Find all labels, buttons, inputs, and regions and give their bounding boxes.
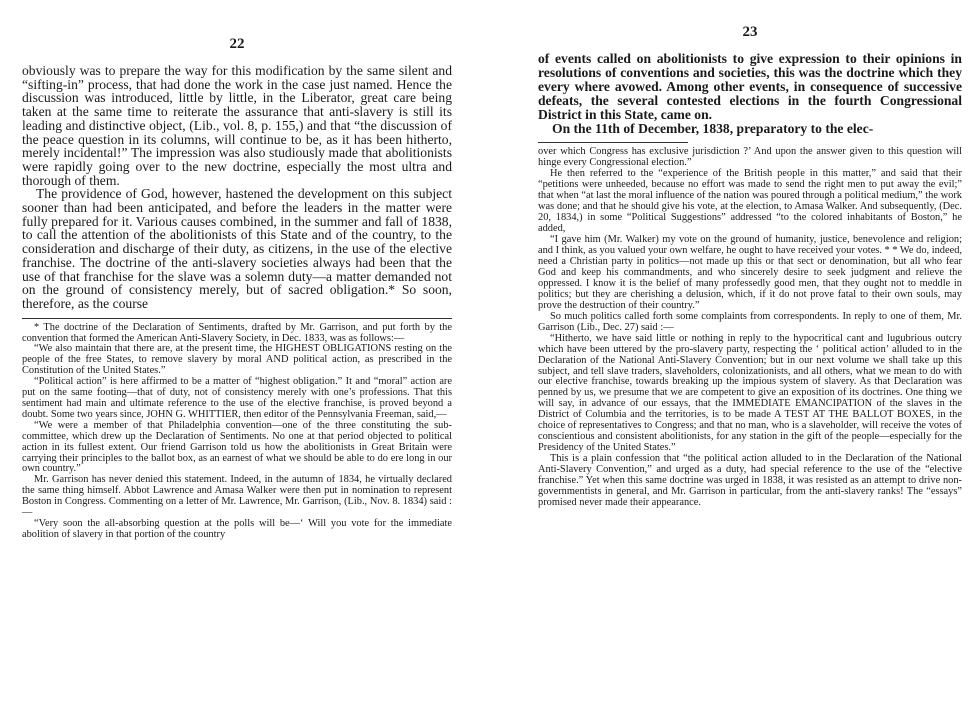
footnote-paragraph: This is a plain confession that “the political action alluded to in the Declaration of the National Anti-Slavery Convention,” and urged as a duty, had special reference to the use of the “elective franchise.” Yet when this same doctrine was urged in 1838, it was resisted as an attempt to drive non-governmentists in general, and Mr. Garrison in particular, from the anti-slavery ranks! The “essays” promised never made their appearance. <box>538 453 962 508</box>
left-main-text <box>22 64 452 311</box>
right-page <box>538 0 962 702</box>
footnote-paragraph: “We were a member of that Philadelphia convention—one of the three constituting the sub-committee, which drew up the Declaration of Sentiments. No one at that period objected to political action in its fullest extent. Our friend Garrison told us how the abolitionists in Great Britain were carrying their principles to the ballot box, as an earnest of what we should be able to do ere long in our own country.” <box>22 419 452 475</box>
paragraph: On the 11th of December, 1838, preparatory to the elec- <box>552 120 874 136</box>
footnote-paragraph: So much politics called forth some complaints from correspondents. In reply to one of them, Mr. Garrison (Lib., Dec. 27) said :— <box>538 310 962 333</box>
footnote-paragraph: over which Congress has exclusive jurisdiction ?’ And upon the answer given to this question will hinge every Congressional election.” <box>538 146 962 169</box>
page-number-right: 23 <box>742 24 758 40</box>
right-main-text <box>538 52 962 135</box>
right-footnote-continued <box>538 147 962 508</box>
left-page <box>22 0 452 702</box>
footnote-paragraph: * The doctrine of the Declaration of Sentiments, drafted by Mr. Garrison, and put forth by the convention that formed the American Anti-Slavery Society, in Dec. 1833, was as follows:— <box>22 321 452 344</box>
footnote-paragraph: He then referred to the “experience of the British people in this matter,” and said that their “petitions were unheeded, because no effort was made to send the right men to put away the evil;” that when “at last the moral influence of the nation was poured through a political medium,” the work was done; and that he should give his vote, at the election, to Amasa Walker. And subsequently, (Dec. 20, 1834,) in some “Political Suggestions” addressed “to the colored inhabitants of Boston,” he added, <box>538 168 962 235</box>
page-number-left: 22 <box>229 36 245 52</box>
footnote-paragraph: “I gave him (Mr. Walker) my vote on the ground of humanity, justice, benevolence and religion; and I think, as you valued your own welfare, he ought to have received your votes. * * We do, indeed, need a Christian party in politics—not made up this or that sect or denomination, but all who fear God and keep his commandments, and who sincerely desire to seek judgment and relieve the oppressed. I know it is the belief of many professedly good men, that they ought not to meddle in politics; but they are cherishing a delusion, which, if it do not prove fatal to their own souls, may prove the destruction of their country.” <box>538 234 962 311</box>
footnote-paragraph: “Hitherto, we have said little or nothing in reply to the hypocritical cant and lugubrious outcry which have been uttered by the pro-slavery party, respecting the ‘ political action’ alluded to in the Declaration of the National Anti-Slavery Convention; but in our next volume we shall take up this subject, and tell slave traders, slaveholders, colonizationists, and all others, what we mean to do with our elective franchise, towards breaking up the impious system of slavery. As that Declaration was penned by us, we presume that we are competent to give an exposition of its doctrines. One thing we will say, in advance of our essays, that the IMMEDIATE EMANCIPATION of the slaves in the District of Columbia and the territories, is to be made A TEST AT THE BALLOT BOXES, in the choice of representatives to Congress; and that no man, who is a slaveholder, will receive the votes of conscientious and consistent abolitionists, for any station in the gift of the people—especially for the Presidency of the United States.” <box>538 332 962 454</box>
footnote-paragraph: “Very soon the all-absorbing question at the polls will be—‘ Will you vote for the immediate abolition of slavery in that portion of the country <box>22 517 452 540</box>
left-footnote <box>22 323 452 541</box>
footnote-paragraph: Mr. Garrison has never denied this statement. Indeed, in the autumn of 1834, he virtually declared the same thing himself. Abbot Lawrence and Amasa Walker were then put in nomination to represent Boston in Congress. Commenting on a letter of Mr. Lawrence, Mr. Garrison, (Lib., Nov. 8. 1834) said :— <box>22 474 452 519</box>
paragraph: The providence of God, however, hastened the development on this subject sooner than had been anticipated, and before the leaders in the matter were fully prepared for it. Various causes combined, in the summer and fall of 1838, to call the attention of the abolitionists of this State and of the country, to the consideration and discharge of their duty, as citizens, in the use of the elective franchise. The doctrine of the anti-slavery societies always had been that the use of that franchise for the slave was a solemn duty—a matter demanded not on the ground of consistency merely, but of sacred obligation.* So soon, therefore, as the course <box>22 186 452 311</box>
paragraph: obviously was to prepare the way for this modification by the same silent and “sifting-in” process, that had done the work in the case just named. Hence the discussion was introduced, little by little, in the Liberator, great care being taken at the same time to reiterate the assurance that anti-slavery is still its leading and distinctive object, (Lib., vol. 8, p. 155,) and that “the discussion of the peace question in its columns, will continue to be, as it has been hitherto, merely incidental!” The impression was also studiously made that abolitionists were rapidly going over to the new doctrine, especially the most ultra and thorough of them. <box>22 63 452 188</box>
footnote-paragraph: “We also maintain that there are, at the present time, the HIGHEST OBLIGATIONS resting on the people of the free States, to remove slavery by moral AND political action, as prescribed in the Constitution of the United States.” <box>22 343 452 377</box>
footnote-divider <box>538 142 688 143</box>
paragraph: of events called on abolitionists to give expression to their opinions in resolutions of conventions and societies, this was the doctrine which they every where avowed. Among other events, in consequence of successive defeats, the several contested elections in the fourth Congressional District in this State, came on. <box>538 51 962 122</box>
footnote-paragraph: “Political action” is here affirmed to be a matter of “highest obligation.” It and “moral” action are put on the same footing—that of duty, not of consistency merely with one’s professions. That this sentiment had main and ultimate reference to the use of the elective franchise, is proved beyond a doubt. Some two years since, JOHN G. WHITTIER, then editor of the Pennsylvania Freeman, said,— <box>22 376 452 420</box>
footnote-divider <box>22 318 452 319</box>
